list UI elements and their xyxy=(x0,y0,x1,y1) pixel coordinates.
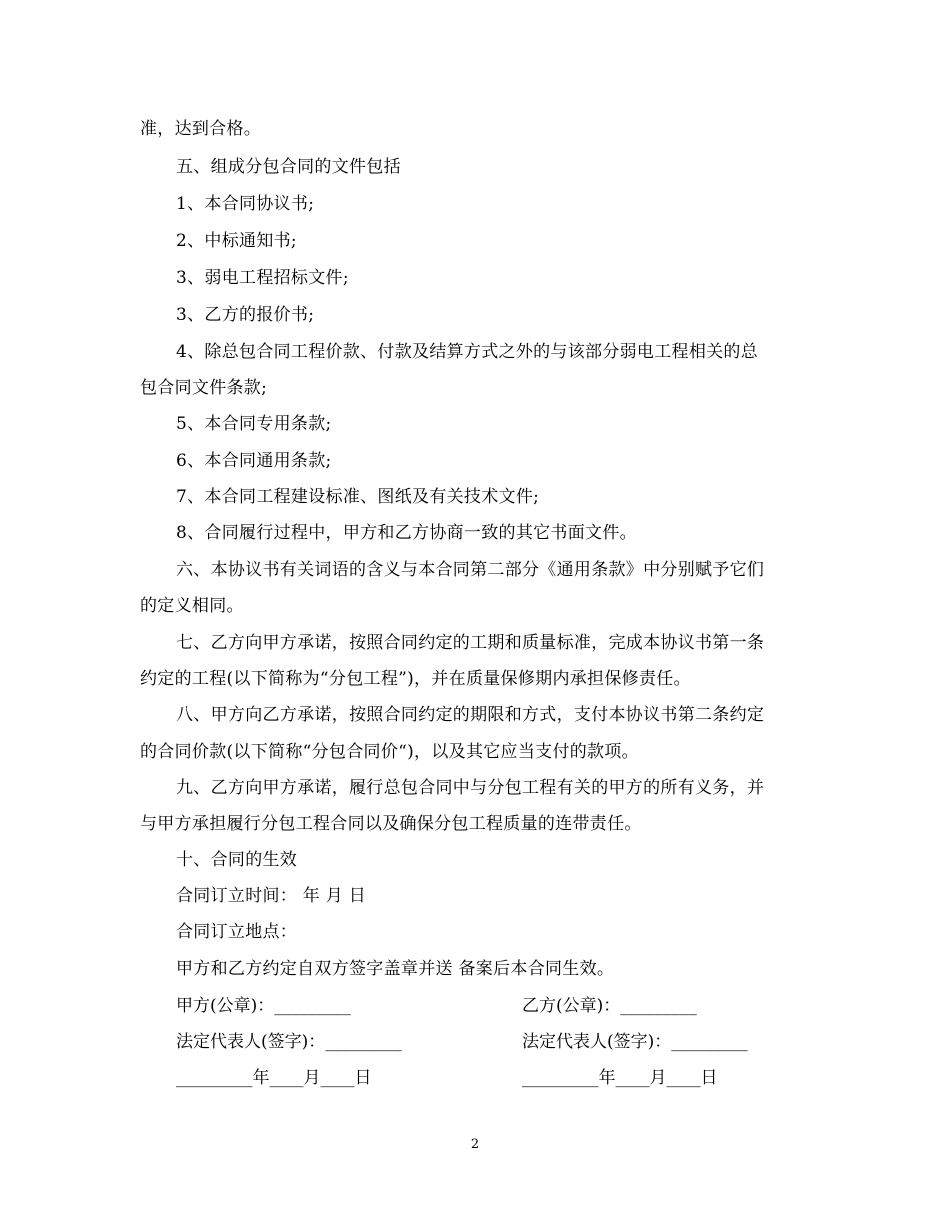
section-paragraph: 八、甲方向乙方承诺，按照合同约定的期限和方式，支付本协议书第二条约定 xyxy=(176,705,765,725)
party-b-representative: 法定代表人(签字)：_________ xyxy=(522,1032,748,1052)
paragraph-line: 约定的工程(以下简称为“分包工程”)，并在质量保修期内承担保修责任。 xyxy=(140,669,691,689)
list-item: 7、本合同工程建设标准、图纸及有关技术文件; xyxy=(176,487,540,507)
list-item: 3、弱电工程招标文件; xyxy=(176,268,349,288)
effectiveness-line: 甲方和乙方约定自双方签字盖章并送 备案后本合同生效。 xyxy=(176,959,615,979)
party-a-representative: 法定代表人(签字)：_________ xyxy=(176,1032,402,1052)
section-heading: 十、合同的生效 xyxy=(176,850,298,870)
paragraph-line: 准，达到合格。 xyxy=(140,119,262,139)
list-item: 5、本合同专用条款; xyxy=(176,414,332,434)
party-b-seal: 乙方(公章)：_________ xyxy=(522,996,697,1016)
list-item: 4、除总包合同工程价款、付款及结算方式之外的与该部分弱电工程相关的总 xyxy=(176,342,759,362)
list-item: 6、本合同通用条款; xyxy=(176,451,332,471)
party-a-seal: 甲方(公章)：_________ xyxy=(176,996,351,1016)
list-item: 3、乙方的报价书; xyxy=(176,305,315,325)
paragraph-line: 的合同价款(以下简称“分包合同价“)，以及其它应当支付的款项。 xyxy=(140,742,639,762)
list-item: 2、中标通知书; xyxy=(176,231,297,251)
list-item: 8、合同履行过程中，甲方和乙方协商一致的其它书面文件。 xyxy=(176,523,637,543)
paragraph-line: 与甲方承担履行分包工程合同以及确保分包工程质量的连带责任。 xyxy=(140,814,642,834)
paragraph-line: 包合同文件条款; xyxy=(140,378,268,398)
list-item: 1、本合同协议书; xyxy=(176,194,315,214)
party-a-date: _________年____月____日 xyxy=(176,1068,372,1088)
contract-place-line: 合同订立地点： xyxy=(176,922,298,942)
contract-date-line: 合同订立时间： 年 月 日 xyxy=(176,886,367,906)
section-heading: 五、组成分包合同的文件包括 xyxy=(176,157,401,177)
paragraph-line: 的定义相同。 xyxy=(140,596,244,616)
section-paragraph: 九、乙方向甲方承诺，履行总包合同中与分包工程有关的甲方的所有义务，并 xyxy=(176,778,765,798)
section-paragraph: 六、本协议书有关词语的含义与本合同第二部分《通用条款》中分别赋予它们 xyxy=(176,560,765,580)
section-paragraph: 七、乙方向甲方承诺，按照合同约定的工期和质量标准，完成本协议书第一条 xyxy=(176,633,765,653)
page-number: 2 xyxy=(470,1137,480,1152)
party-b-date: _________年____月____日 xyxy=(522,1068,718,1088)
